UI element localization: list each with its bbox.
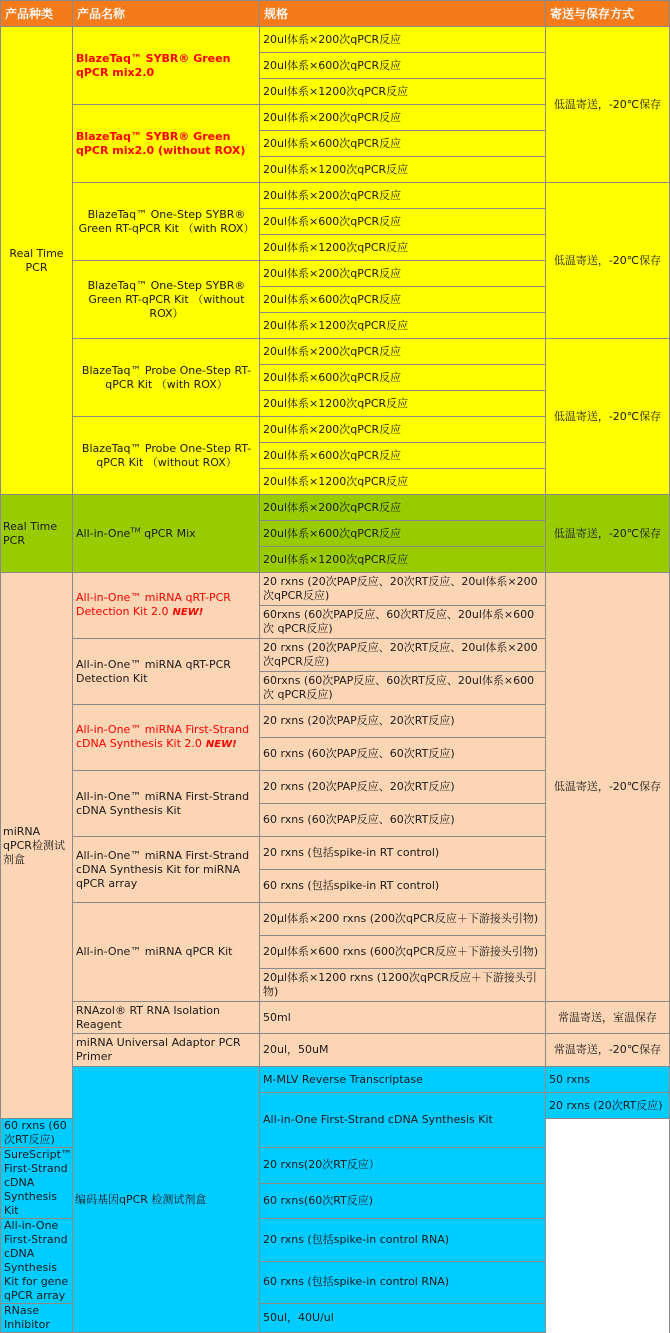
spec-cell: 20ul体系×600次qPCR反应 xyxy=(260,209,546,235)
spec-cell: 20 rxns (20次PAP反应、20次RT反应) xyxy=(260,771,546,804)
spec-cell: 20ul体系×200次qPCR反应 xyxy=(260,417,546,443)
spec-cell: 60 rxns (60次RT反应) xyxy=(1,1119,73,1148)
spec-cell: 20ul体系×600次qPCR反应 xyxy=(260,365,546,391)
spec-cell: 20ul体系×1200次qPCR反应 xyxy=(260,157,546,183)
spec-cell: 20ul体系×1200次qPCR反应 xyxy=(260,391,546,417)
header-product: 产品名称 xyxy=(73,1,260,27)
product-name: RNase Inhibitor xyxy=(1,1304,73,1333)
product-name: All-in-One™ miRNA First-Strand cDNA Synthesis Kit 2.0 NEW! xyxy=(73,705,260,771)
product-name: All-in-One™ qPCR Mix xyxy=(73,495,260,573)
storage-cell: 常温寄送，室温保存 xyxy=(546,1002,670,1034)
product-name: All-in-One™ miRNA qRT-PCR Detection Kit 2.0 NEW! xyxy=(73,573,260,639)
spec-cell: 20ul体系×200次qPCR反应 xyxy=(260,27,546,53)
spec-cell: 20ul体系×600次qPCR反应 xyxy=(260,53,546,79)
product-name: All-in-One First-Strand cDNA Synthesis Kit for gene qPCR array xyxy=(1,1219,73,1304)
product-name: M-MLV Reverse Transcriptase xyxy=(260,1067,546,1093)
product-name: All-in-One™ miRNA qRT-PCR Detection Kit xyxy=(73,639,260,705)
spec-cell: 60 rxns (60次PAP反应、60次RT反应) xyxy=(260,738,546,771)
spec-cell: 20ul体系×200次qPCR反应 xyxy=(260,339,546,365)
product-name: BlazeTaq™ SYBR® Green qPCR mix2.0 xyxy=(73,27,260,105)
spec-cell: 20 rxns (20次PAP反应、20次RT反应、20ul体系×200次qPCR反应) xyxy=(260,573,546,606)
product-name: RNAzol® RT RNA Isolation Reagent xyxy=(73,1002,260,1034)
spec-cell: 20ul体系×200次qPCR反应 xyxy=(260,183,546,209)
spec-cell: 20ul体系×600次qPCR反应 xyxy=(260,443,546,469)
spec-cell: 20ul体系×1200次qPCR反应 xyxy=(260,79,546,105)
spec-cell: 60 rxns(60次RT反应) xyxy=(260,1183,546,1219)
header-row xyxy=(1,1,670,27)
spec-cell: 20ul体系×1200次qPCR反应 xyxy=(260,313,546,339)
spec-cell: 20ul，50uM xyxy=(260,1034,546,1067)
header-category: 产品种类 xyxy=(1,1,73,27)
product-name: BlazeTaq™ One-Step SYBR® Green RT-qPCR Kit （without ROX） xyxy=(73,261,260,339)
table-row xyxy=(1,495,670,521)
spec-cell: 20ul体系×200次qPCR反应 xyxy=(260,105,546,131)
storage-cell: 低温寄送，-20℃保存 xyxy=(546,573,670,1002)
table-row xyxy=(1,573,670,606)
spec-cell: 20ul体系×600次qPCR反应 xyxy=(260,521,546,547)
spec-cell: 50ul，40U/ul xyxy=(260,1304,546,1333)
new-badge: NEW! xyxy=(205,739,237,750)
storage-cell: 低温寄送，-20℃保存 xyxy=(546,183,670,339)
spec-cell: 60 rxns (包括spike-in RT control) xyxy=(260,870,546,903)
spec-cell: 20ul体系×200次qPCR反应 xyxy=(260,261,546,287)
table-row xyxy=(1,1067,670,1093)
product-name: miRNA Universal Adaptor PCR Primer xyxy=(73,1034,260,1067)
spec-cell: 60rxns (60次PAP反应、60次RT反应、20ul体系×600次 qPCR反应) xyxy=(260,672,546,705)
spec-cell: 50 rxns xyxy=(546,1067,670,1093)
category-cell: miRNA qPCR检测试剂盒 xyxy=(1,573,73,1119)
storage-cell: 常温寄送，-20℃保存 xyxy=(546,1034,670,1067)
storage-cell: 低温寄送，-20℃保存 xyxy=(546,339,670,495)
storage-cell: 低温寄送，-20℃保存 xyxy=(546,27,670,183)
spec-cell: 20ul体系×1200次qPCR反应 xyxy=(260,469,546,495)
new-badge: NEW! xyxy=(172,607,204,618)
product-name: BlazeTaq™ SYBR® Green qPCR mix2.0 (without ROX) xyxy=(73,105,260,183)
product-name: All-in-One™ miRNA qPCR Kit xyxy=(73,903,260,1002)
spec-cell: 20 rxns (20次RT反应) xyxy=(546,1093,670,1119)
product-name: All-in-One™ miRNA First-Strand cDNA Synthesis Kit xyxy=(73,771,260,837)
category-cell: Real Time PCR xyxy=(1,27,73,495)
spec-cell: 20 rxns (20次PAP反应、20次RT反应) xyxy=(260,705,546,738)
spec-cell: 20 rxns (包括spike-in control RNA) xyxy=(260,1219,546,1262)
product-name: BlazeTaq™ Probe One-Step RT-qPCR Kit （without ROX） xyxy=(73,417,260,495)
spec-cell: 20ul体系×600次qPCR反应 xyxy=(260,287,546,313)
product-name: SureScript™ First-Strand cDNA Synthesis Kit xyxy=(1,1148,73,1219)
spec-cell: 60rxns (60次PAP反应、60次RT反应、20ul体系×600次 qPCR反应) xyxy=(260,606,546,639)
product-name: All-in-One™ miRNA First-Strand cDNA Synthesis Kit for miRNA qPCR array xyxy=(73,837,260,903)
storage-cell: 低温寄送，-20℃保存 xyxy=(546,495,670,573)
spec-cell: 50ml xyxy=(260,1002,546,1034)
spec-cell: 20μl体系×200 rxns (200次qPCR反应＋下游接头引物) xyxy=(260,903,546,936)
spec-cell: 60 rxns (60次PAP反应、60次RT反应) xyxy=(260,804,546,837)
header-storage: 寄送与保存方式 xyxy=(546,1,670,27)
spec-cell: 20 rxns (包括spike-in RT control) xyxy=(260,837,546,870)
spec-cell: 20ul体系×1200次qPCR反应 xyxy=(260,235,546,261)
spec-cell: 20 rxns(20次RT反应） xyxy=(260,1148,546,1184)
spec-cell: 60 rxns (包括spike-in control RNA) xyxy=(260,1261,546,1304)
spec-cell: 20ul体系×600次qPCR反应 xyxy=(260,131,546,157)
product-name: BlazeTaq™ One-Step SYBR® Green RT-qPCR Kit （with ROX） xyxy=(73,183,260,261)
spec-cell: 20 rxns (20次PAP反应、20次RT反应、20ul体系×200次qPCR反应) xyxy=(260,639,546,672)
spec-cell: 20ul体系×1200次qPCR反应 xyxy=(260,547,546,573)
spec-cell: 20μl体系×1200 rxns (1200次qPCR反应＋下游接头引物) xyxy=(260,969,546,1002)
product-name: All-in-One First-Strand cDNA Synthesis Kit xyxy=(260,1093,546,1148)
spec-cell: 20ul体系×200次qPCR反应 xyxy=(260,495,546,521)
category-cell: Real Time PCR xyxy=(1,495,73,573)
category-cell: 编码基因qPCR 检测试剂盒 xyxy=(73,1067,260,1333)
spec-cell: 20μl体系×600 rxns (600次qPCR反应＋下游接头引物) xyxy=(260,936,546,969)
header-spec: 规格 xyxy=(260,1,546,27)
product-name: BlazeTaq™ Probe One-Step RT-qPCR Kit （with ROX） xyxy=(73,339,260,417)
table-row xyxy=(1,27,670,53)
